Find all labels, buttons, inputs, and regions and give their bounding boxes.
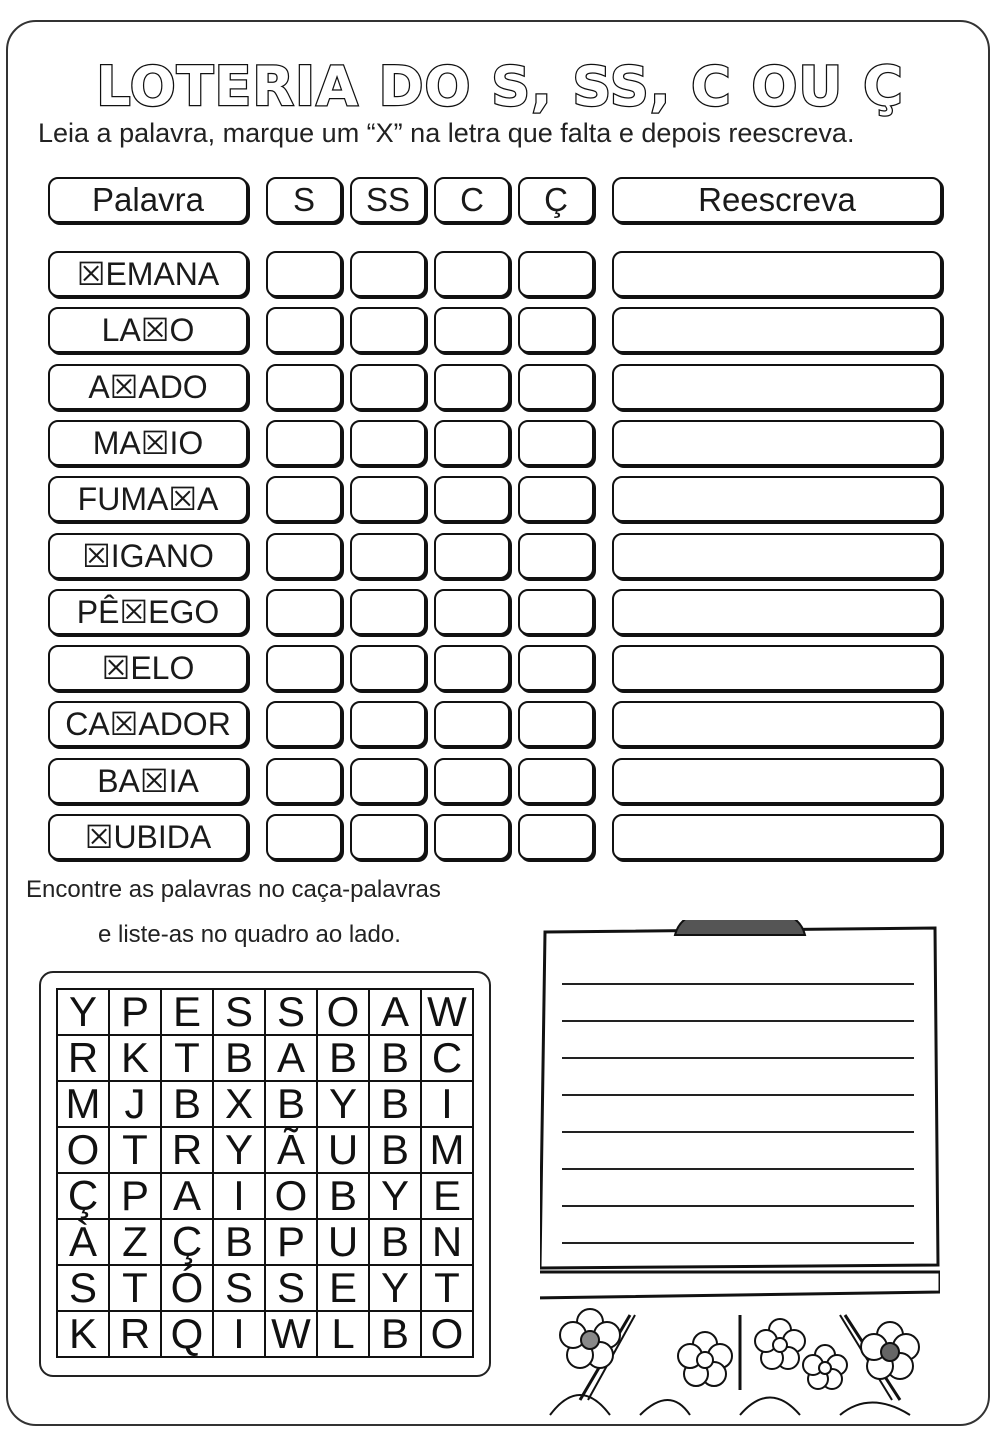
grid-cell[interactable]: E: [162, 990, 214, 1036]
word-cell: ☒EMANA: [48, 251, 248, 297]
grid-cell[interactable]: P: [110, 990, 162, 1036]
checkbox-cedilha[interactable]: [518, 814, 594, 860]
wordsearch-frame: [39, 971, 491, 1377]
grid-cell[interactable]: B: [370, 1128, 422, 1174]
checkbox-ss[interactable]: [350, 251, 426, 297]
checkbox-ss[interactable]: [350, 758, 426, 804]
grid-cell[interactable]: B: [370, 1082, 422, 1128]
rewrite-field[interactable]: [612, 533, 942, 579]
grid-cell[interactable]: W: [422, 990, 474, 1036]
checkbox-ss[interactable]: [350, 589, 426, 635]
grid-cell[interactable]: L: [318, 1312, 370, 1358]
checkbox-ss[interactable]: [350, 307, 426, 353]
checkbox-s[interactable]: [266, 758, 342, 804]
checkbox-s[interactable]: [266, 533, 342, 579]
grid-cell[interactable]: Y: [318, 1082, 370, 1128]
grid-cell[interactable]: U: [318, 1220, 370, 1266]
wordsearch-instruction-1: Encontre as palavras no caça-palavras: [26, 876, 441, 903]
grid-cell[interactable]: Ç: [58, 1174, 110, 1220]
checkbox-c[interactable]: [434, 533, 510, 579]
rewrite-field[interactable]: [612, 645, 942, 691]
header-palavra: Palavra: [48, 177, 248, 223]
rewrite-field[interactable]: [612, 701, 942, 747]
grid-cell[interactable]: U: [318, 1128, 370, 1174]
checkbox-s[interactable]: [266, 589, 342, 635]
grid-cell[interactable]: J: [110, 1082, 162, 1128]
rewrite-field[interactable]: [612, 476, 942, 522]
grid-cell[interactable]: R: [162, 1128, 214, 1174]
page-title: LOTERIA DO S, SS, C OU Ç: [96, 55, 904, 118]
grid-cell[interactable]: Z: [110, 1220, 162, 1266]
grid-cell[interactable]: O: [58, 1128, 110, 1174]
checkbox-cedilha[interactable]: [518, 589, 594, 635]
checkbox-ss[interactable]: [350, 645, 426, 691]
header-cedilha: Ç: [518, 177, 594, 223]
grid-cell[interactable]: B: [214, 1036, 266, 1082]
rewrite-field[interactable]: [612, 814, 942, 860]
checkbox-ss[interactable]: [350, 420, 426, 466]
grid-cell[interactable]: A: [162, 1174, 214, 1220]
checkbox-s[interactable]: [266, 476, 342, 522]
checkbox-cedilha[interactable]: [518, 420, 594, 466]
header-s: S: [266, 177, 342, 223]
checkbox-ss[interactable]: [350, 364, 426, 410]
checkbox-c[interactable]: [434, 251, 510, 297]
grid-cell[interactable]: M: [422, 1128, 474, 1174]
checkbox-c[interactable]: [434, 758, 510, 804]
checkbox-cedilha[interactable]: [518, 307, 594, 353]
grid-cell[interactable]: S: [266, 1266, 318, 1312]
grid-cell[interactable]: P: [266, 1220, 318, 1266]
grid-cell[interactable]: O: [318, 990, 370, 1036]
grid-cell[interactable]: I: [214, 1174, 266, 1220]
grid-cell[interactable]: R: [58, 1036, 110, 1082]
checkbox-cedilha[interactable]: [518, 701, 594, 747]
grid-cell[interactable]: S: [58, 1266, 110, 1312]
grid-cell[interactable]: B: [162, 1082, 214, 1128]
checkbox-ss[interactable]: [350, 533, 426, 579]
grid-cell[interactable]: T: [110, 1128, 162, 1174]
grid-cell[interactable]: M: [58, 1082, 110, 1128]
grid-cell[interactable]: P: [110, 1174, 162, 1220]
grid-cell[interactable]: S: [214, 1266, 266, 1312]
grid-cell[interactable]: W: [266, 1312, 318, 1358]
grid-cell[interactable]: E: [318, 1266, 370, 1312]
grid-cell[interactable]: I: [214, 1312, 266, 1358]
grid-cell[interactable]: B: [370, 1312, 422, 1358]
checkbox-s[interactable]: [266, 364, 342, 410]
grid-cell[interactable]: C: [422, 1036, 474, 1082]
grid-cell[interactable]: B: [214, 1220, 266, 1266]
grid-cell[interactable]: K: [58, 1312, 110, 1358]
checkbox-cedilha[interactable]: [518, 476, 594, 522]
grid-cell[interactable]: S: [266, 990, 318, 1036]
word-cell: BA☒IA: [48, 758, 248, 804]
instruction-text: Leia a palavra, marque um “X” na letra que falta e depois reescreva.: [38, 118, 855, 148]
grid-cell[interactable]: A: [370, 990, 422, 1036]
grid-cell[interactable]: N: [422, 1220, 474, 1266]
grid-cell[interactable]: T: [162, 1036, 214, 1082]
clipboard-easel-illustration: [540, 920, 940, 1420]
grid-cell[interactable]: B: [370, 1036, 422, 1082]
grid-cell[interactable]: I: [422, 1082, 474, 1128]
checkbox-c[interactable]: [434, 701, 510, 747]
grid-cell[interactable]: Ó: [162, 1266, 214, 1312]
checkbox-s[interactable]: [266, 701, 342, 747]
rewrite-field[interactable]: [612, 758, 942, 804]
word-cell: ☒UBIDA: [48, 814, 248, 860]
checkbox-s[interactable]: [266, 307, 342, 353]
checkbox-s[interactable]: [266, 645, 342, 691]
checkbox-c[interactable]: [434, 364, 510, 410]
rewrite-field[interactable]: [612, 420, 942, 466]
checkbox-ss[interactable]: [350, 701, 426, 747]
word-cell: PÊ☒EGO: [48, 589, 248, 635]
grid-cell[interactable]: Y: [214, 1128, 266, 1174]
checkbox-ss[interactable]: [350, 476, 426, 522]
rewrite-field[interactable]: [612, 251, 942, 297]
grid-cell[interactable]: Ã: [266, 1128, 318, 1174]
word-cell: FUMA☒A: [48, 476, 248, 522]
wordsearch-grid: [56, 988, 474, 1358]
checkbox-c[interactable]: [434, 420, 510, 466]
grid-cell[interactable]: E: [422, 1174, 474, 1220]
checkbox-s[interactable]: [266, 251, 342, 297]
grid-cell[interactable]: Ç: [162, 1220, 214, 1266]
grid-cell[interactable]: Y: [58, 990, 110, 1036]
header-ss: SS: [350, 177, 426, 223]
grid-cell[interactable]: B: [318, 1174, 370, 1220]
grid-cell[interactable]: À: [58, 1220, 110, 1266]
header-c: C: [434, 177, 510, 223]
grid-cell[interactable]: Y: [370, 1266, 422, 1312]
grid-cell[interactable]: R: [110, 1312, 162, 1358]
checkbox-cedilha[interactable]: [518, 645, 594, 691]
checkbox-c[interactable]: [434, 645, 510, 691]
grid-cell[interactable]: S: [214, 990, 266, 1036]
checkbox-cedilha[interactable]: [518, 364, 594, 410]
checkbox-cedilha[interactable]: [518, 758, 594, 804]
wordsearch-instruction-2: e liste-as no quadro ao lado.: [98, 921, 401, 948]
checkbox-c[interactable]: [434, 814, 510, 860]
word-cell: MA☒IO: [48, 420, 248, 466]
word-cell: ☒IGANO: [48, 533, 248, 579]
checkbox-ss[interactable]: [350, 814, 426, 860]
grid-cell[interactable]: B: [370, 1220, 422, 1266]
rewrite-field[interactable]: [612, 307, 942, 353]
grid-cell[interactable]: K: [110, 1036, 162, 1082]
checkbox-c[interactable]: [434, 476, 510, 522]
word-cell: LA☒O: [48, 307, 248, 353]
checkbox-s[interactable]: [266, 814, 342, 860]
checkbox-c[interactable]: [434, 307, 510, 353]
grid-cell[interactable]: O: [266, 1174, 318, 1220]
rewrite-field[interactable]: [612, 364, 942, 410]
grid-cell[interactable]: B: [318, 1036, 370, 1082]
header-reescreva: Reescreva: [612, 177, 942, 223]
grid-cell[interactable]: A: [266, 1036, 318, 1082]
grid-cell[interactable]: T: [422, 1266, 474, 1312]
grid-cell[interactable]: T: [110, 1266, 162, 1312]
checkbox-cedilha[interactable]: [518, 533, 594, 579]
checkbox-c[interactable]: [434, 589, 510, 635]
word-cell: ☒ELO: [48, 645, 248, 691]
checkbox-cedilha[interactable]: [518, 251, 594, 297]
rewrite-field[interactable]: [612, 589, 942, 635]
grid-cell[interactable]: X: [214, 1082, 266, 1128]
grid-cell[interactable]: Y: [370, 1174, 422, 1220]
word-cell: A☒ADO: [48, 364, 248, 410]
grid-cell[interactable]: Q: [162, 1312, 214, 1358]
grid-cell[interactable]: O: [422, 1312, 474, 1358]
word-cell: CA☒ADOR: [48, 701, 248, 747]
checkbox-s[interactable]: [266, 420, 342, 466]
grid-cell[interactable]: B: [266, 1082, 318, 1128]
